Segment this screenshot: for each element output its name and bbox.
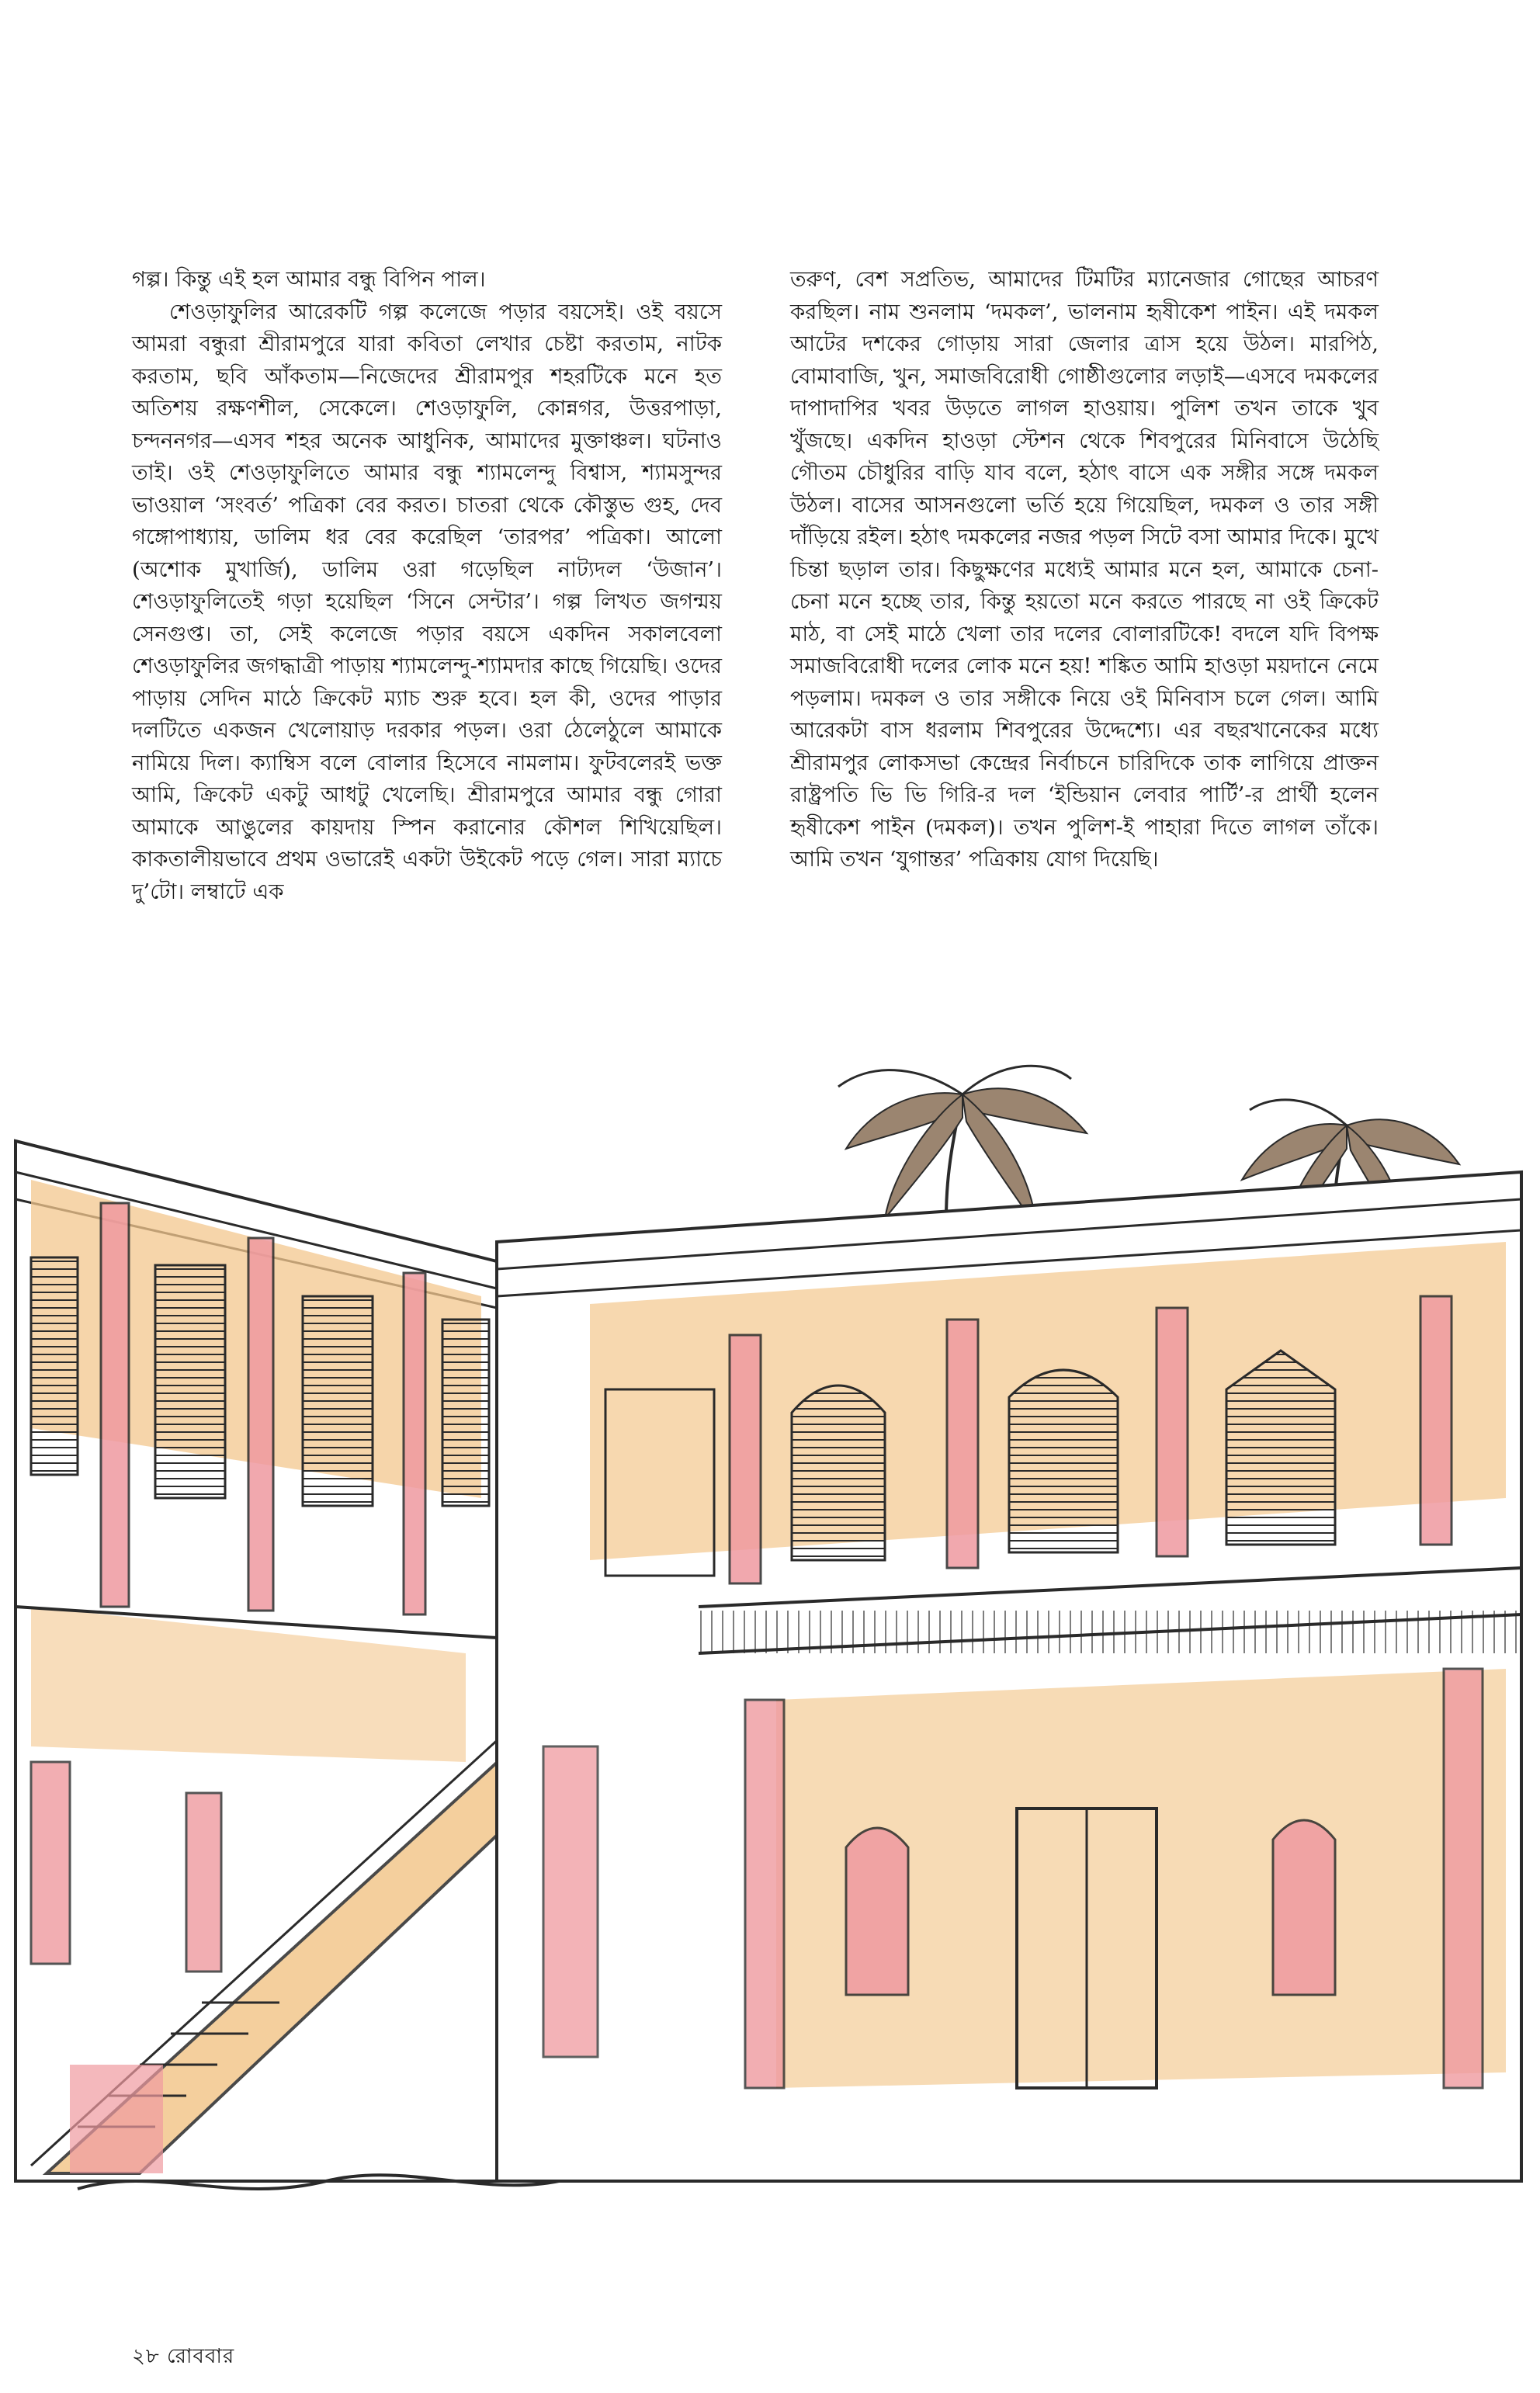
main-building xyxy=(497,1172,1521,2181)
article-column-left xyxy=(132,264,722,908)
paragraph: গল্প। কিন্তু এই হল আমার বন্ধু বিপিন পাল। xyxy=(132,267,486,292)
page-folio: ২৮ রোববার xyxy=(132,2345,235,2368)
article-column-right xyxy=(790,264,1379,876)
courtyard-illustration xyxy=(0,1063,1540,2266)
paragraph: তরুণ, বেশ সপ্রতিভ, আমাদের টিমটির ম্যানেজার গোছের আচরণ করছিল। নাম শুনলাম ‘দমকল’, ভালনাম হৃষীকেশ পাইন। এই দমকল আটের দশকের গোড়ায় সারা জেলার ত্রাস হয়ে উঠল। মারপিঠ, বোমাবাজি, খুন, সমাজবিরোধী গোষ্ঠীগুলোর লড়াই—এসবে দমকলের দাপাদাপির খবর উড়তে লাগল হাওয়ায়। পুলিশ তখন তাকে খুব খুঁজছে। একদিন হাওড়া স্টেশন থেকে শিবপুরের মিনিবাসে উঠেছি গৌতম চৌধুরির বাড়ি যাব বলে, হঠাৎ বাসে এক সঙ্গীর সঙ্গে দমকল উঠল। বাসের আসনগুলো ভর্তি হয়ে গিয়েছিল, দমকল ও তার সঙ্গী দাঁড়িয়ে রইল। হঠাৎ দমকলের নজর পড়ল সিটে বসা আমার দিকে। মুখে চিন্তা ছড়াল তার। কিছুক্ষণের মধ্যেই আমার মনে হল, আমাকে চেনা-চেনা মনে হচ্ছে তার, কিন্তু হয়তো মনে করতে পারছে না ওই ক্রিকেট মাঠ, বা সেই মাঠে খেলা তার দলের বোলারটিকে! বদলে যদি বিপক্ষ সমাজবিরোধী দলের লোক মনে হয়! শঙ্কিত আমি হাওড়া ময়দানে নেমে পড়লাম। দমকল ও তার সঙ্গীকে নিয়ে ওই মিনিবাস চলে গেল। আমি আরেকটা বাস ধরলাম শিবপুরের উদ্দেশ্যে। এর বছরখানেকের মধ্যে শ্রীরামপুর লোকসভা কেন্দ্রের নির্বাচনে চারিদিকে তাক লাগিয়ে প্রাক্তন রাষ্ট্রপতি ভি ভি গিরি-র দল ‘ইন্ডিয়ান লেবার পার্টি’-র প্রার্থী হলেন হৃষীকেশ পাইন (দমকল)। তখন পুলিশ-ই পাহারা দিতে লাগল তাঁকে। আমি তখন ‘যুগান্তর’ পত্রিকায় যোগ দিয়েছি। xyxy=(790,267,1379,872)
paragraph: শেওড়াফুলির আরেকটি গল্প কলেজে পড়ার বয়সেই। ওই বয়সে আমরা বন্ধুরা শ্রীরামপুরে যারা কবিতা লেখার চেষ্টা করতাম, নাটক করতাম, ছবি আঁকতাম—নিজেদের শ্রীরামপুর শহরটিকে মনে হত অতিশয় রক্ষণশীল, সেকেলে। শেওড়াফুলি, কোন্নগর, উত্তরপাড়া, চন্দননগর—এসব শহর অনেক আধুনিক, আমাদের মুক্তাঞ্চল। ঘটনাও তাই। ওই শেওড়াফুলিতে আমার বন্ধু শ্যামলেন্দু বিশ্বাস, শ্যামসুন্দর ভাওয়াল ‘সংবর্ত’ পত্রিকা বের করত। চাতরা থেকে কৌস্তুভ গুহ, দেব গঙ্গোপাধ্যায়, ডালিম ধর বের করেছিল ‘তারপর’ পত্রিকা। আলো (অশোক মুখার্জি), ডালিম ওরা গড়েছিল নাট্যদল ‘উজান’। শেওড়াফুলিতেই গড়া হয়েছিল ‘সিনে সেন্টার’। গল্প লিখত জগন্ময় সেনগুপ্ত। তা, সেই কলেজে পড়ার বয়সে একদিন সকালবেলা শেওড়াফুলির জগদ্ধাত্রী পাড়ায় শ্যামলেন্দু-শ্যামদার কাছে গিয়েছি। ওদের পাড়ায় সেদিন মাঠে ক্রিকেট ম্যাচ শুরু হবে। হল কী, ওদের পাড়ার দলটিতে একজন খেলোয়াড় দরকার পড়ল। ওরা ঠেলেঠুলে আমাকে নামিয়ে দিল। ক্যাম্বিস বলে বোলার হিসেবে নামলাম। ফুটবলেরই ভক্ত আমি, ক্রিকেট একটু আধটু খেলেছি। শ্রীরামপুরে আমার বন্ধু গোরা আমাকে আঙুলের কায়দায় স্পিন করানোর কৌশল শিখিয়েছিল। কাকতালীয়ভাবে প্রথম ওভারেই একটা উইকেট পড়ে গেল। সারা ম্যাচে দু’টো। লম্বাটে এক xyxy=(132,299,722,904)
